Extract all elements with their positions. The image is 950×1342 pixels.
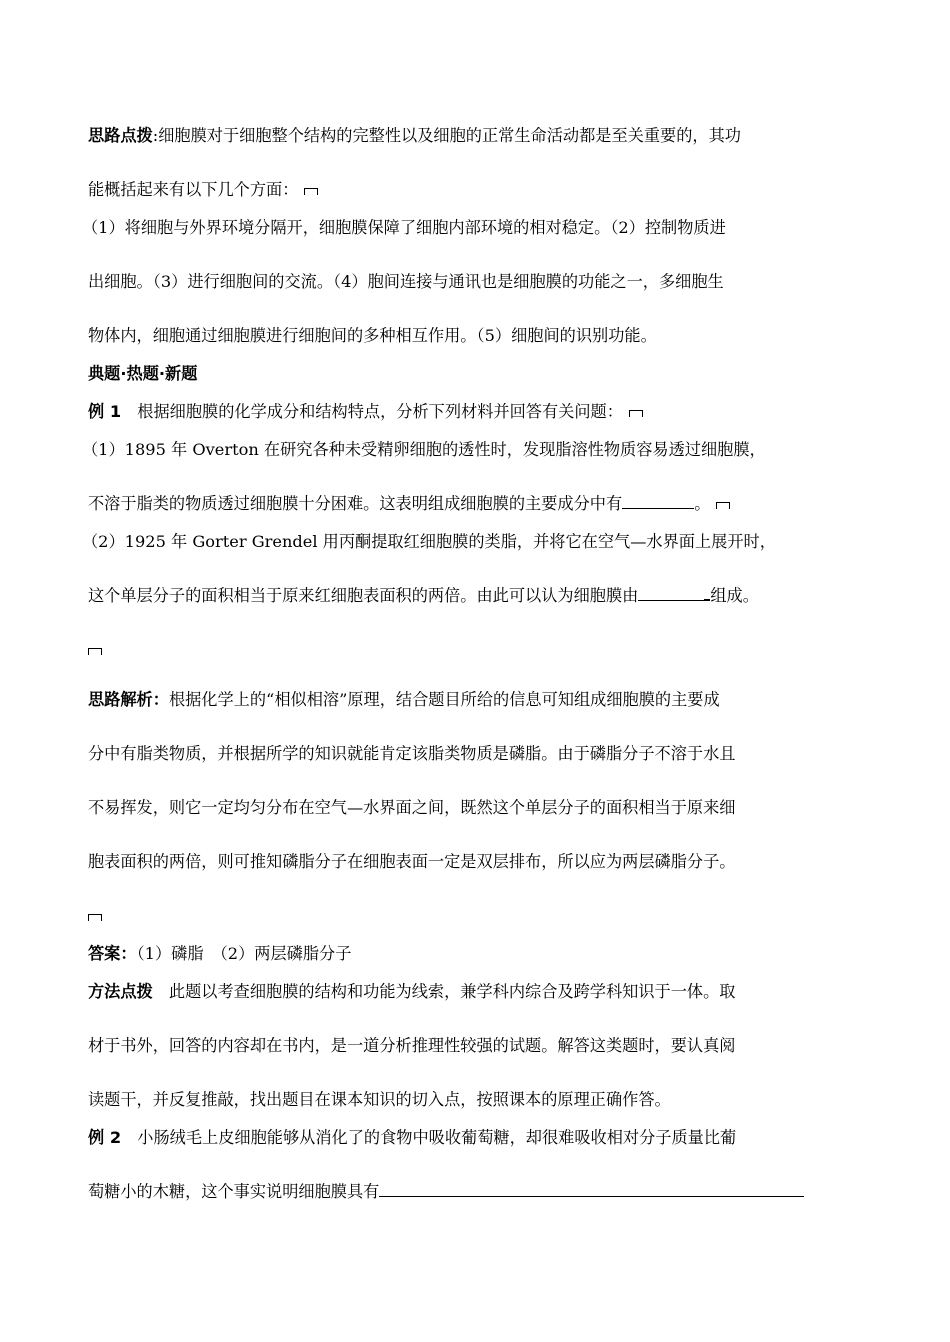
function-line-3 [88, 322, 878, 350]
paragraph-mark-line [88, 636, 878, 664]
section-heading-analysis: 思路解析： [88, 690, 169, 709]
example-label: 例 2 [88, 1128, 122, 1147]
text: :细胞膜对于细胞整个结构的完整性以及细胞的正常生命活动都是至关重要的，其功 [152, 126, 741, 145]
text: 物体内，细胞通过细胞膜进行细胞间的多种相互作用。（5）细胞间的识别功能。 [88, 326, 657, 345]
text: 分中有脂类物质，并根据所学的知识就能肯定该脂类物质是磷脂。由于磷脂分子不溶于水且 [88, 744, 736, 763]
example-2-line-2 [88, 1178, 878, 1206]
example-2-line-1 [88, 1124, 878, 1152]
analysis-tip-line-1 [88, 122, 878, 150]
analysis-line-2 [88, 740, 878, 768]
example-1-question-2b [88, 582, 878, 610]
answer-blank-1[interactable] [622, 494, 694, 509]
heading-text: 典题·热题·新题 [88, 364, 198, 383]
analysis-line-1 [88, 686, 878, 714]
analysis-line-3 [88, 794, 878, 822]
method-line-2 [88, 1032, 878, 1060]
method-line-3 [88, 1086, 878, 1114]
example-1-question-2a [82, 528, 878, 556]
text: （1）将细胞与外界环境分隔开，细胞膜保障了细胞内部环境的相对稳定。（2）控制物质进 [82, 218, 726, 237]
function-line-1 [82, 214, 878, 242]
answer-blank-3[interactable] [379, 1182, 804, 1197]
method-line-1 [88, 978, 878, 1006]
text: 出细胞。（3）进行细胞间的交流。（4）胞间连接与通讯也是细胞膜的功能之一，多细胞生 [88, 272, 724, 291]
text: 能概括起来有以下几个方面： [88, 180, 299, 199]
text: 萄糖小的木糖，这个事实说明细胞膜具有 [88, 1182, 380, 1201]
paragraph-mark-line [88, 902, 878, 930]
text: 不易挥发，则它一定均匀分布在空气—水界面之间，既然这个单层分子的面积相当于原来细 [88, 798, 736, 817]
text: （1）磷脂 （2）两层磷脂分子 [136, 944, 352, 963]
section-heading-typical [88, 360, 878, 388]
text: 不溶于脂类的物质透过细胞膜十分困难。这表明组成细胞膜的主要成分中有 [88, 494, 623, 513]
section-heading-method: 方法点拨 [88, 982, 153, 1001]
paragraph-mark-icon [88, 646, 102, 656]
text: 这个单层分子的面积相当于原来红细胞表面积的两倍。由此可以认为细胞膜由 [88, 586, 639, 605]
text: 小肠绒毛上皮细胞能够从消化了的食物中吸收葡萄糖，却很难吸收相对分子质量比葡 [121, 1128, 737, 1147]
analysis-tip-line-2 [88, 176, 878, 204]
section-heading-answer: 答案： [88, 944, 137, 963]
text: 胞表面积的两倍，则可推知磷脂分子在细胞表面一定是双层排布，所以应为两层磷脂分子。 [88, 852, 736, 871]
text: 根据细胞膜的化学成分和结构特点，分析下列材料并回答有关问题： [137, 402, 623, 421]
example-label: 例 1 [88, 402, 122, 421]
example-1-question-1b [88, 490, 878, 518]
text: 此题以考查细胞膜的结构和功能为线索，兼学科内综合及跨学科知识于一体。取 [152, 982, 736, 1001]
text: 材于书外，回答的内容却在书内，是一道分析推理性较强的试题。解答这类题时，要认真阅 [88, 1036, 736, 1055]
text: （1）1895 年 Overton 在研究各种未受精卵细胞的透性时，发现脂溶性物质容易透过细胞膜， [82, 440, 766, 459]
function-line-2 [88, 268, 878, 296]
analysis-line-4 [88, 848, 878, 876]
text: 组成。 [710, 586, 759, 605]
paragraph-mark-icon [716, 500, 730, 510]
example-1-stem [88, 398, 878, 426]
text: （2）1925 年 Gorter Grendel 用丙酮提取红细胞膜的类脂，并将它在空气—水界面上展开时， [82, 532, 776, 551]
paragraph-mark-icon [629, 408, 643, 418]
paragraph-mark-icon [88, 912, 102, 922]
section-heading-tip: 思路点拨 [88, 126, 153, 145]
text: 。 [694, 494, 711, 513]
example-1-question-1a [82, 436, 878, 464]
document-page [82, 122, 878, 1206]
paragraph-mark-icon [304, 186, 318, 196]
answer-line [88, 940, 878, 968]
text: 根据化学上的“相似相溶”原理，结合题目所给的信息可知组成细胞膜的主要成 [168, 690, 720, 709]
answer-blank-2[interactable] [638, 586, 704, 601]
text: 读题干，并反复推敲，找出题目在课本知识的切入点，按照课本的原理正确作答。 [88, 1090, 671, 1109]
